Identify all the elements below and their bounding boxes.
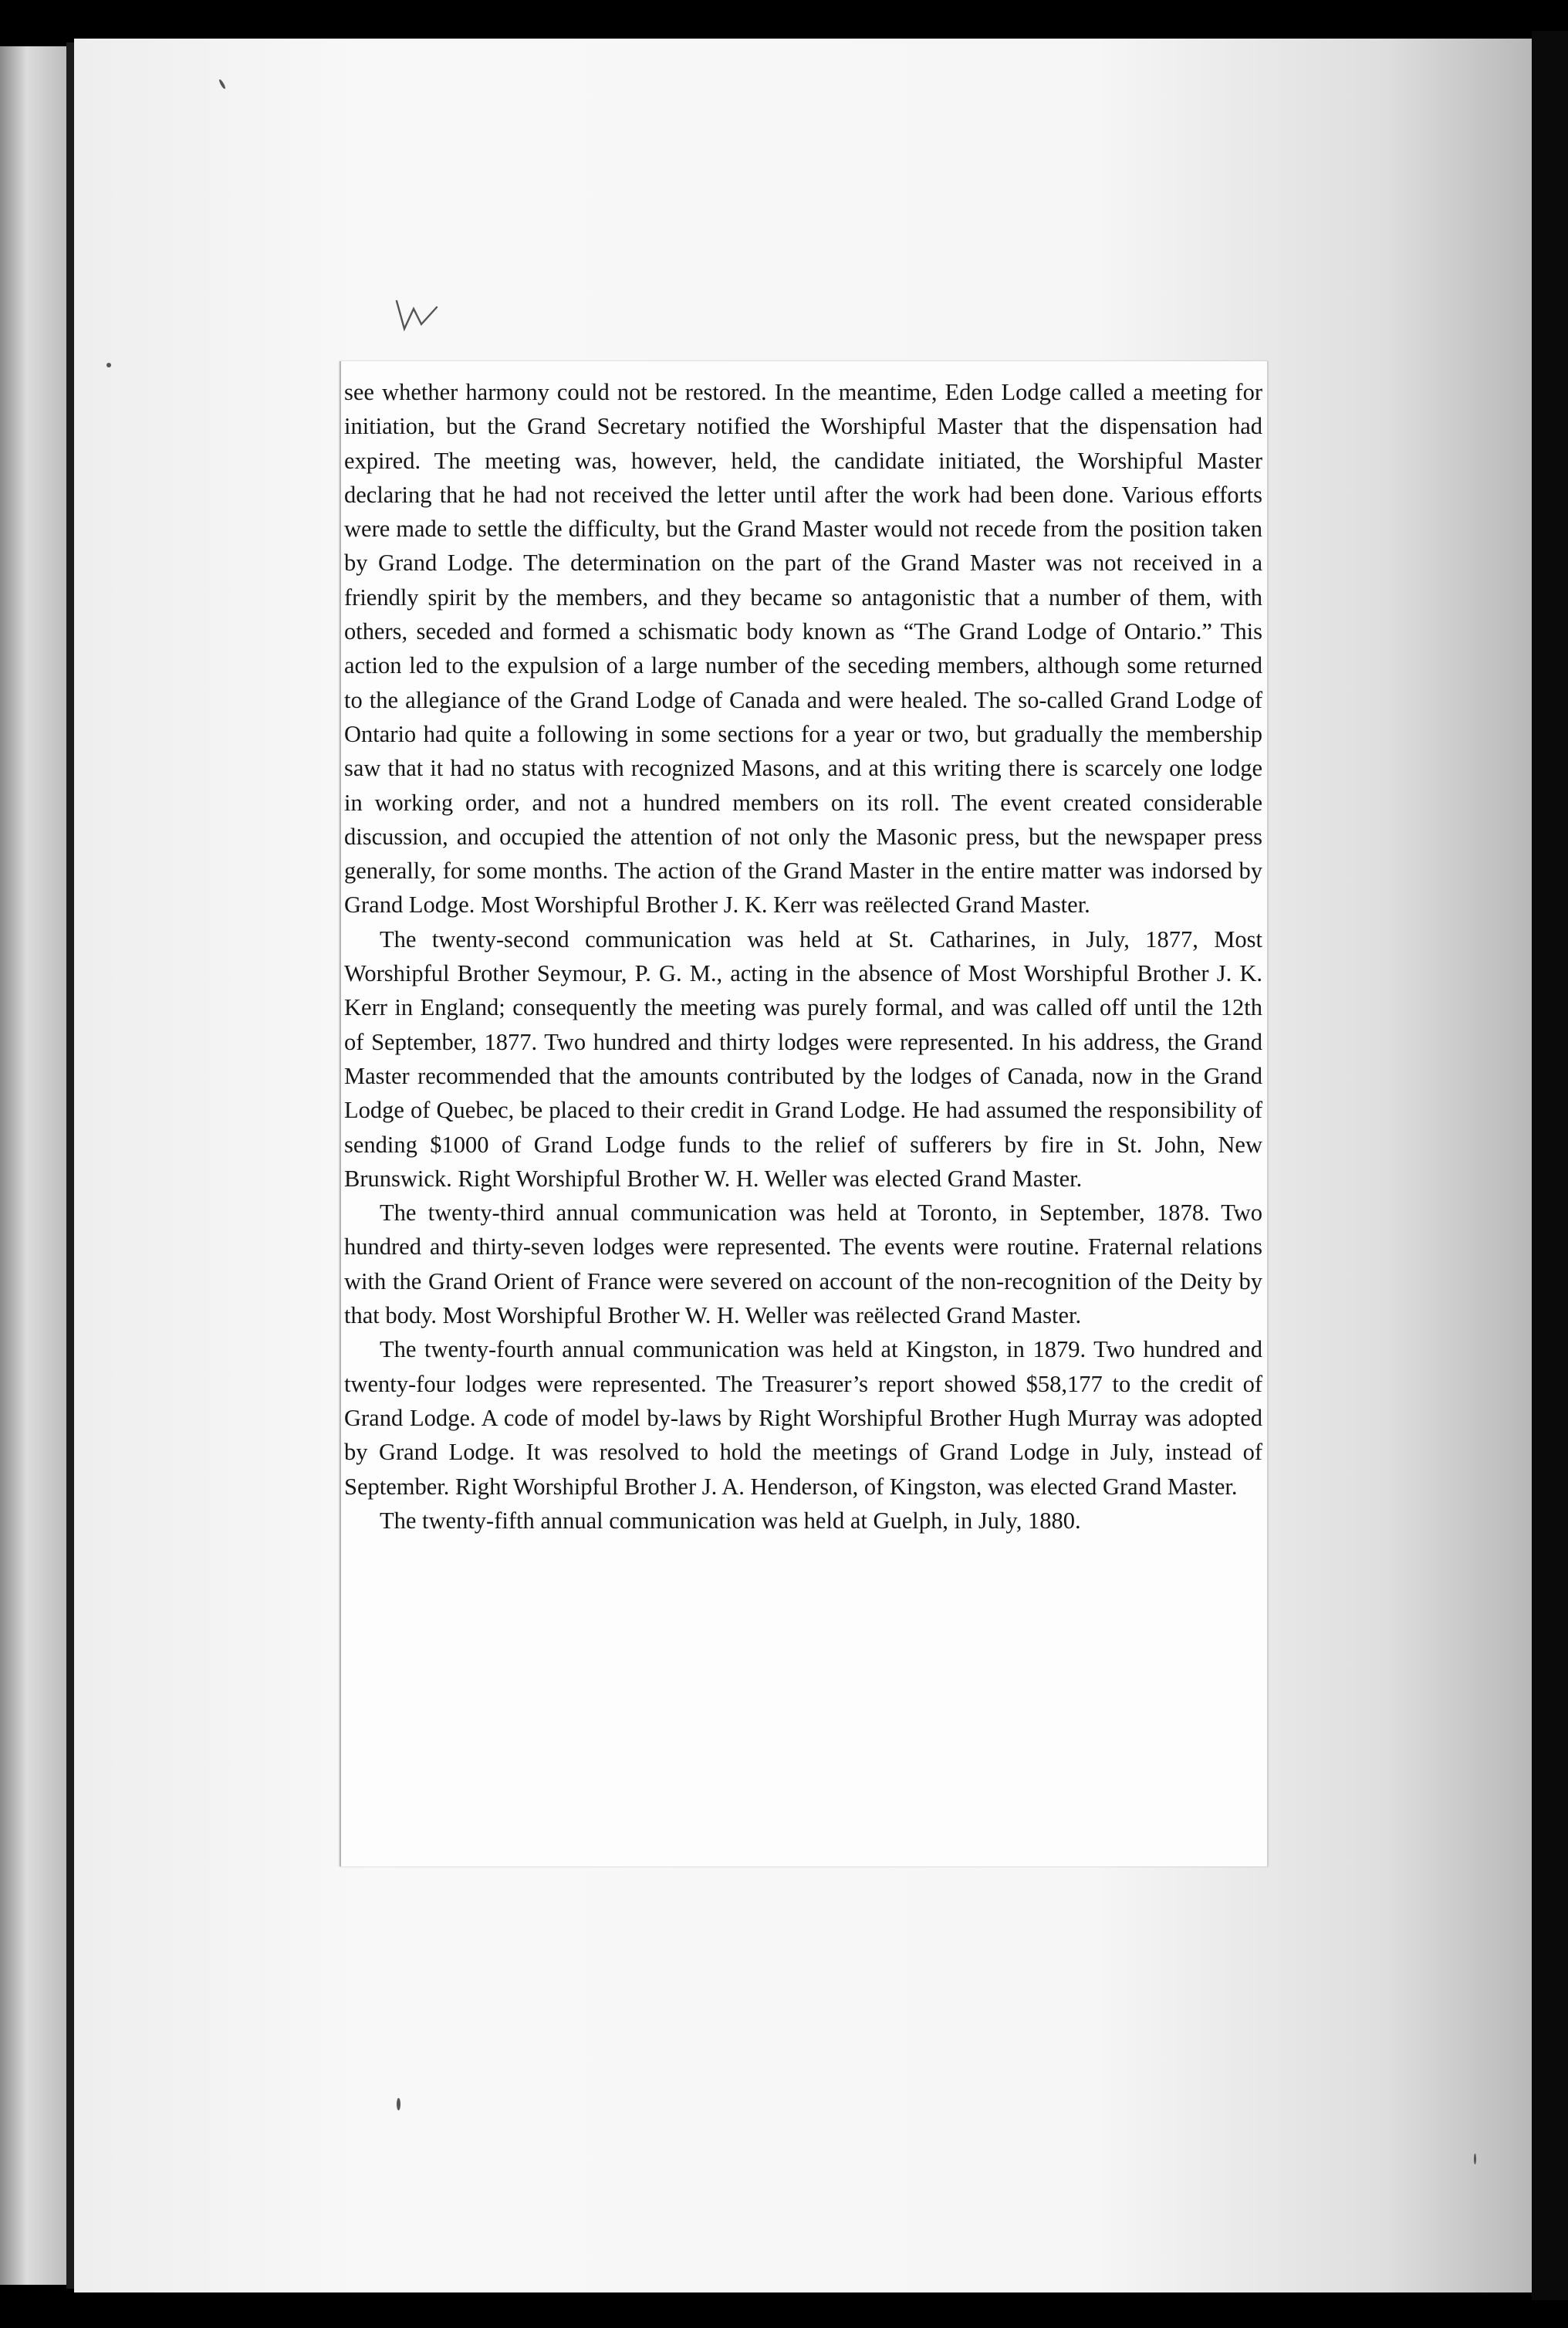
pencil-annotation (394, 296, 463, 335)
dust-speck (106, 363, 111, 367)
text-column (344, 375, 1262, 1538)
pencil-mark-text: W (448, 324, 452, 329)
dust-speck (1474, 2154, 1476, 2164)
dust-speck (397, 2098, 400, 2110)
gutter-shadow (66, 42, 74, 2289)
dust-speck (218, 79, 226, 90)
pasted-clipping (340, 361, 1268, 1866)
scan-border (1532, 31, 1568, 2300)
facing-page-edge (0, 46, 66, 2285)
pencil-stroke (397, 301, 437, 329)
paragraph-2: The twenty-second communication was held at St. Catharines, in July, 1877, Most Worshipful Brother Seymour, P. G. M., acting in the absence of Most Worshipful Brother J. K. Kerr in England; consequently the meeting was purely formal, and was called off until the 12th of September, 1877. Two hundred and thirty lodges were represented. In his address, the Grand Master recommended that the amounts contributed by the lodges of Canada, now in the Grand Lodge of Quebec, be placed to their credit in Grand Lodge. He had assumed the responsibility of sending $1000 of Grand Lodge funds to the relief of sufferers by fire in St. John, New Brunswick. Right Worshipful Brother W. H. Weller was elected Grand Master. (344, 925, 1262, 1192)
paragraph-5: The twenty-fifth annual communication was held at Guelph, in July, 1880. (380, 1507, 1081, 1534)
paragraph-3: The twenty-third annual communication was held at Toronto, in September, 1878. Two hundred and thirty-seven lodges were represented. The events were routine. Fraternal relations with the Grand Orient of France were severed on account of the non-recognition of the Deity by that body. Most Worshipful Brother W. H. Weller was reëlected Grand Master. (344, 1200, 1262, 1329)
paragraph-4: The twenty-fourth annual communication was held at Kingston, in 1879. Two hundred and twenty-four lodges were represented. The Treasurer’s report showed $58,177 to the credit of Grand Lodge. A code of model by-laws by Right Worshipful Brother Hugh Murray was adopted by Grand Lodge. It was resolved to hold the meetings of Grand Lodge in July, instead of September. Right Worshipful Brother J. A. Henderson, of Kingston, was elected Grand Master. (344, 1336, 1262, 1500)
paragraph-1: see whether harmony could not be restored. In the meantime, Eden Lodge called a meeting for initiation, but the Grand Secretary notified the Worshipful Master that the dispensation had expired. The meeting was, however, held, the candidate initiated, the Worshipful Master declaring that he had not received the letter until after the work had been done. Various efforts were made to settle the difficulty, but the Grand Master would not recede from the position taken by Grand Lodge. The determination on the part of the Grand Master was not received in a friendly spirit by the members, and they became so antagonistic that a number of them, with others, seceded and formed a schismatic body known as “The Grand Lodge of Ontario.” This action led to the expulsion of a large number of the seceding members, although some returned to the allegiance of the Grand Lodge of Canada and were healed. The so-called Grand Lodge of Ontario had quite a following in some sections for a year or two, but gradually the membership saw that it had no status with recognized Masons, and at this writing there is scarcely one lodge in working order, and not a hundred members on its roll. The event created considerable discussion, and occupied the attention of not only the Masonic press, but the newspaper press generally, for some months. The action of the Grand Master in the entire matter was indorsed by Grand Lodge. Most Worshipful Brother J. K. Kerr was reëlected Grand Master. (344, 379, 1262, 919)
